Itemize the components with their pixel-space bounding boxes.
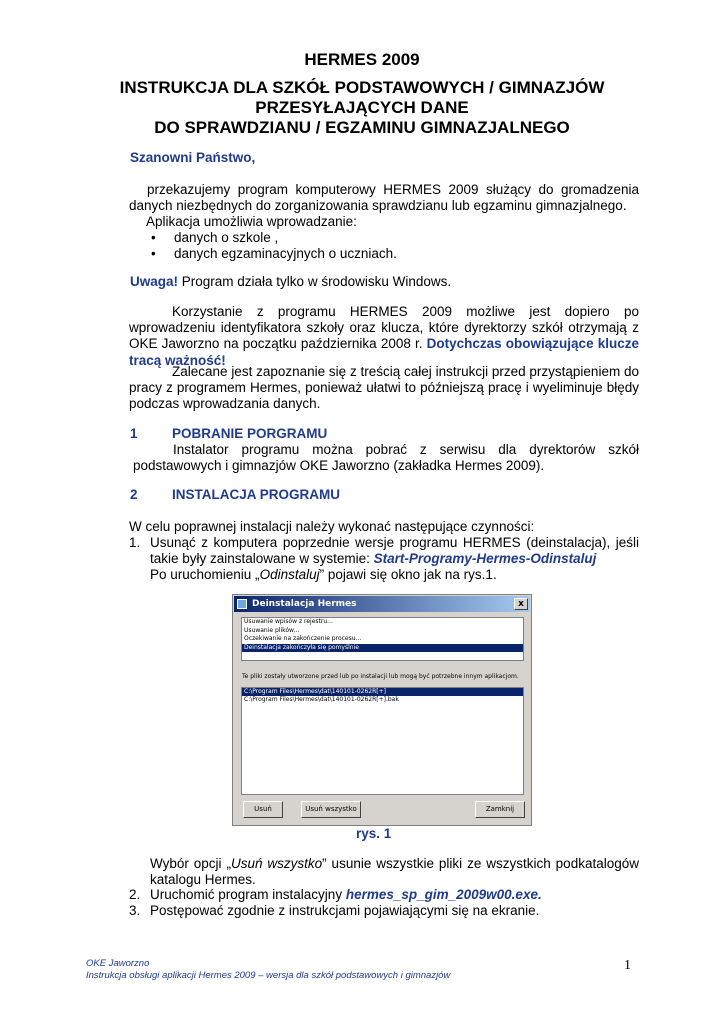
list-item[interactable]: C:\Program Files\Hermes\dat\140101-0262R[+].bak: [244, 696, 399, 703]
recommendation-paragraph: Zalecane jest zapoznanie się z treścią całej instrukcji przed przystąpieniem do pracy z programem Hermes, ponieważ ułatwi to późniejszą pracę i wyeliminuje błędy podczas wprowadzania danych.: [129, 364, 639, 412]
footer-document-name: Instrukcja obsługi aplikacji Hermes 2009 – wersja dla szkół podstawowych i gimnazjów: [86, 970, 451, 981]
dialog-title: Deinstalacja Hermes: [252, 599, 357, 609]
figure-caption: rys. 1: [356, 826, 392, 841]
section-number: 2: [130, 487, 138, 502]
remove-all-description: Wybór opcji „Usuń wszystko” usunie wszystkie pliki ze wszystkich podkatalogów katalogu Hermes.: [150, 856, 639, 888]
usage-paragraph: Korzystanie z programu HERMES 2009 możliwe jest dopiero po wprowadzeniu identyfikatora szkoły oraz klucza, które dyrektorzy szkół otrzymają z OKE Jaworzno na początku października 2008 r. Dotychczas obowiązujące klucze tracą ważność!: [129, 304, 639, 368]
bullet-icon: •: [151, 246, 156, 261]
section2-lead: W celu poprawnej instalacji należy wykonać następujące czynności:: [129, 519, 535, 534]
document-subtitle-line2: PRZESYŁAJĄCYCH DANE: [255, 98, 469, 117]
app-icon: [237, 599, 247, 609]
warning-note: [130, 274, 451, 290]
warning-label: Uwaga!: [130, 274, 179, 289]
list-item[interactable]: C:\Program Files\Hermes\dat\140101-0262R[+]: [242, 688, 523, 696]
uninstall-dialog-screenshot: [232, 594, 532, 826]
step3-text: Postępować zgodnie z instrukcjami pojawiającymi się na ekranie.: [150, 903, 540, 918]
list-item: Usuwanie wpisów z rejestru...: [244, 618, 333, 625]
dialog-log-list: [241, 617, 524, 661]
list-item: Deinstalacja zakończyła się pomyślnie: [242, 644, 523, 653]
list-item: Usuwanie plików...: [244, 626, 300, 634]
remove-all-button[interactable]: Usuń wszystko: [301, 801, 361, 818]
remove-button[interactable]: Usuń: [243, 801, 283, 818]
document-subtitle-line1: INSTRUKCJA DLA SZKÓŁ PODSTAWOWYCH / GIMNAZJÓW: [119, 78, 605, 97]
footer-organization: OKE Jaworzno: [86, 958, 150, 969]
section1-text: Instalator programu można pobrać z serwisu dla dyrektorów szkół podstawowych i gimnazjów OKE Jaworzno (zakładka Hermes 2009).: [133, 442, 639, 474]
greeting: Szanowni Państwo,: [130, 150, 256, 165]
step-number: 3.: [129, 903, 141, 918]
dialog-file-list[interactable]: [241, 687, 524, 795]
step1-followup: Po uruchomieniu „Odinstaluj” pojawi się okno jak na rys.1.: [150, 567, 497, 582]
dialog-titlebar: [234, 596, 530, 612]
section-number: 1: [130, 426, 138, 441]
step-number: 1.: [129, 535, 141, 550]
step1-text: Usunąć z komputera poprzednie wersje programu HERMES (deinstalacja), jeśli takie były zainstalowane w systemie: Start-Programy-Hermes-Odinstaluj: [150, 535, 639, 567]
section-heading: POBRANIE PORGRAMU: [172, 426, 328, 441]
close-icon[interactable]: x: [514, 598, 528, 610]
close-button[interactable]: Zamknij: [475, 801, 525, 818]
warning-text: Program działa tylko w środowisku Windows.: [178, 274, 452, 289]
uninstall-path: Start-Programy-Hermes-Odinstaluj: [373, 551, 597, 567]
step-number: 2.: [129, 887, 141, 902]
bullet-icon: •: [151, 230, 156, 245]
document-title: HERMES 2009: [304, 50, 420, 69]
section-heading: INSTALACJA PROGRAMU: [172, 487, 340, 502]
step2-text: Uruchomić program instalacyjny hermes_sp_gim_2009w00.exe.: [150, 887, 542, 902]
intro-paragraph: przekazujemy program komputerowy HERMES 2009 służący do gromadzenia danych niezbędnych do zorganizowania sprawdzianu lub egzaminu gimnazjalnego.: [129, 182, 639, 214]
page-number: 1: [624, 958, 631, 973]
document-subtitle-line3: DO SPRAWDZIANU / EGZAMINU GIMNAZJALNEGO: [154, 118, 570, 137]
intro-capabilities: Aplikacja umożliwia wprowadzanie:: [146, 214, 357, 229]
installer-filename: hermes_sp_gim_2009w00.exe.: [345, 887, 542, 902]
list-item: Oczekiwanie na zakończenie procesu...: [244, 635, 362, 642]
dialog-info-text: Te pliki zostały utworzone przed lub po instalacji lub mogą być potrzebne innym aplikacjom.: [242, 673, 519, 680]
keys-expired-notice: Dotychczas obowiązujące klucze tracą ważność!: [129, 336, 639, 368]
